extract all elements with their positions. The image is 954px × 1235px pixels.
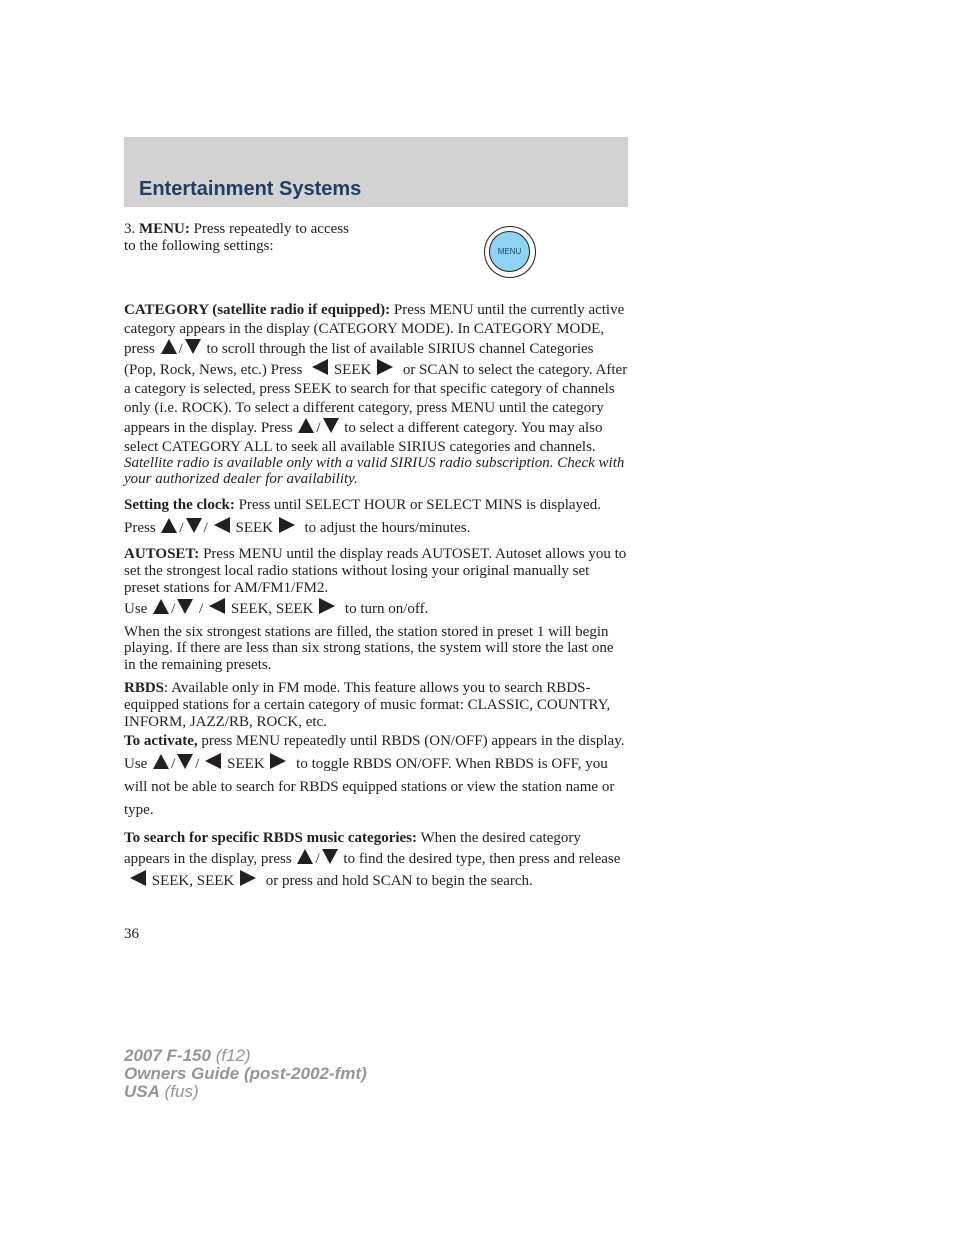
down-arrow-icon — [177, 754, 193, 769]
up-arrow-icon — [298, 418, 314, 433]
seek-left-arrow-icon — [130, 870, 146, 886]
autoset-presets-paragraph: When the six strongest stations are filled, the station stored in preset 1 will begin playing. If there are less than six strong stations, the system will store the last one in the remaining presets. — [124, 623, 614, 674]
page-number: 36 — [124, 926, 139, 942]
category-label: CATEGORY (satellite radio if equipped): — [124, 301, 391, 318]
seek-right-arrow-icon — [377, 359, 393, 375]
seek-left-arrow-icon — [209, 598, 225, 614]
category-paragraph: CATEGORY (satellite radio if equipped): Press MENU until the currently active category appears in the display (CATEGORY MODE). In CATEGORY MODE, press / to scroll through the list of available SIRIUS channel Categories (Pop, Rock, News, etc.) Press SEEK or SCAN to select the category. After a category is selected, press SEEK to search for that specific category of channels only (i.e. ROCK). To select a different category, press MENU until the category appears in the display. Press / to select a different category. You may also select CATEGORY ALL to seek all available SIRIUS categories and channels. — [124, 301, 628, 455]
down-arrow-icon — [185, 339, 201, 354]
autoset-controls-line: Use / / SEEK, SEEK to turn on/off. — [124, 597, 628, 622]
rbds-search-paragraph: To search for specific RBDS music categories: When the desired category appears in the display, press / to find the desired type, then press and release SEEK, SEEK or press and hold SCAN to begin the search. — [124, 830, 621, 890]
footer-line-market: USA (fus) — [124, 1082, 199, 1101]
rbds-label: RBDS — [124, 679, 165, 696]
down-arrow-icon — [177, 599, 193, 614]
clock-paragraph: Setting the clock: Press until SELECT HOUR or SELECT MINS is displayed. Press / / SEEK to adjust the hours/minutes. — [124, 497, 601, 537]
menu-item-paragraph: 3. MENU: Press repeatedly to access to the following settings: — [124, 221, 349, 254]
seek-left-arrow-icon — [214, 517, 230, 533]
down-arrow-icon — [323, 418, 339, 433]
seek-right-arrow-icon — [270, 753, 286, 769]
rbds-activate-label: To activate, — [124, 733, 198, 750]
autoset-label: AUTOSET: — [124, 546, 200, 563]
clock-label: Setting the clock: — [124, 497, 235, 514]
seek-right-arrow-icon — [240, 870, 256, 886]
satellite-note: Satellite radio is available only with a valid SIRIUS radio subscription. Check with your authorized dealer for availability. — [124, 454, 625, 488]
down-arrow-icon — [322, 849, 338, 864]
footer-line-model: 2007 F-150 (f12) — [124, 1046, 251, 1065]
page-content — [124, 221, 628, 892]
up-arrow-icon — [161, 339, 177, 354]
up-arrow-icon — [161, 518, 177, 533]
rbds-search-label: To search for specific RBDS music categories: — [124, 830, 418, 847]
up-arrow-icon — [153, 599, 169, 614]
rbds-activate-paragraph: To activate, press MENU repeatedly until RBDS (ON/OFF) appears in the display. Use / / SEEK to toggle RBDS ON/OFF. When RBDS is OFF, you will not be able to search for RBDS equipped stations or view the station name or type. — [124, 733, 625, 819]
section-header-band — [124, 137, 628, 207]
footer-line-guide: Owners Guide (post-2002-fmt) — [124, 1064, 367, 1083]
seek-right-arrow-icon — [279, 517, 295, 533]
down-arrow-icon — [186, 518, 202, 533]
seek-right-arrow-icon — [319, 598, 335, 614]
menu-item-label: MENU: — [139, 221, 190, 237]
menu-button-label: MENU — [497, 247, 522, 256]
up-arrow-icon — [153, 754, 169, 769]
rbds-paragraph: RBDS: Available only in FM mode. This feature allows you to search RBDS-equipped stations for a certain category of music format: CLASSIC, COUNTRY, INFORM, JAZZ/RB, ROCK, etc. — [124, 679, 611, 730]
section-title: Entertainment Systems — [139, 178, 362, 200]
up-arrow-icon — [297, 849, 313, 864]
document-footer — [124, 1047, 367, 1101]
autoset-paragraph: AUTOSET: Press MENU until the display reads AUTOSET. Autoset allows you to set the strongest local radio stations without losing your original manually set preset stations for AM/FM1/FM2. — [124, 546, 627, 596]
seek-left-arrow-icon — [205, 753, 221, 769]
seek-left-arrow-icon — [312, 359, 328, 375]
